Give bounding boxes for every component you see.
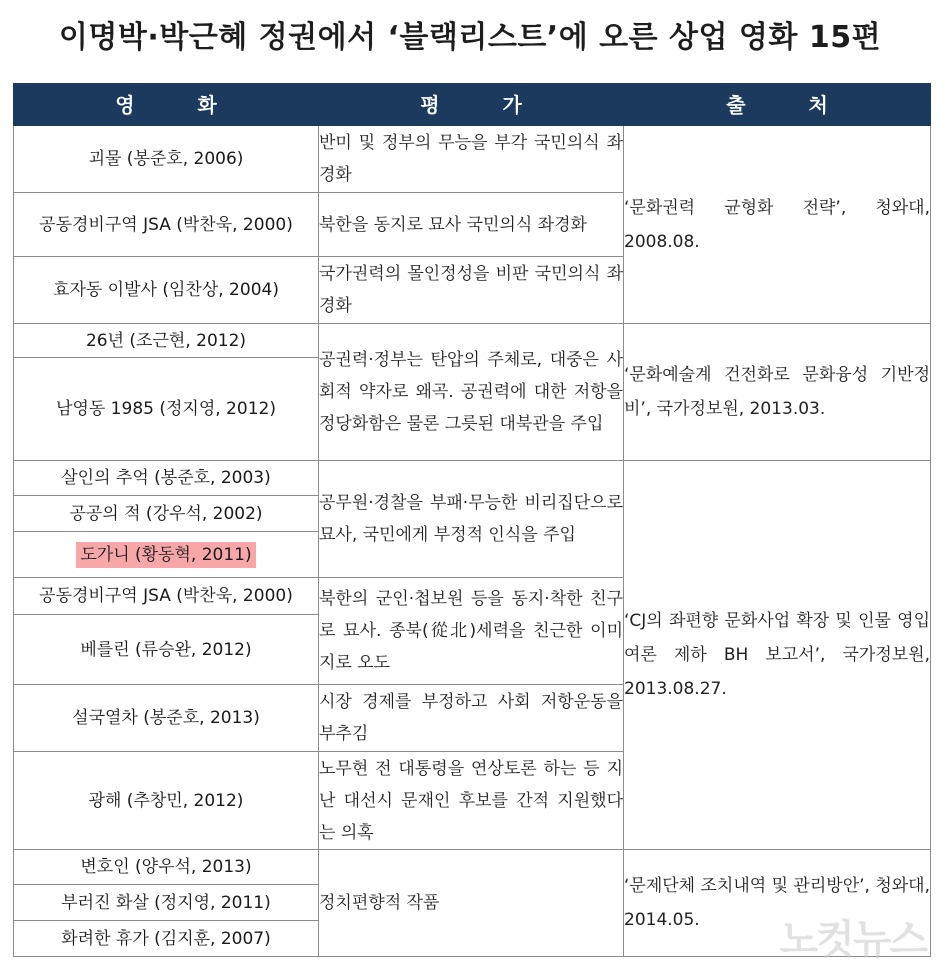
evaluation-cell: 공무원·경찰을 부패·무능한 비리집단으로 묘사, 국민에게 부정적 인식을 주입 <box>319 461 624 578</box>
film-cell: 살인의 추억 (봉준호, 2003) <box>14 461 319 496</box>
evaluation-cell: 공권력·정부는 탄압의 주체로, 대중은 사회적 약자로 왜곡. 공권력에 대한 저항을 정당화함은 물론 그릇된 대북관을 주입 <box>319 324 624 461</box>
header-film: 영 화 <box>14 84 319 126</box>
film-cell: 광해 (추창민, 2012) <box>14 752 319 850</box>
evaluation-cell: 반미 및 정부의 무능을 부각 국민의식 좌경화 <box>319 126 624 193</box>
page-title: 이명박·박근혜 정권에서 ‘블랙리스트’에 오른 상업 영화 15편 <box>58 20 882 55</box>
table-row <box>14 461 931 496</box>
source-text: ‘문제단체 조치내역 및 관리방안’, 청와대, 2014.05. <box>624 876 930 930</box>
blacklist-table <box>13 83 931 957</box>
film-cell: 설국열차 (봉준호, 2013) <box>14 685 319 752</box>
film-cell: 효자동 이발사 (임찬상, 2004) <box>14 257 319 324</box>
film-cell: 화려한 휴가 (김지훈, 2007) <box>14 921 319 957</box>
source-text: ‘문화예술계 건전화로 문화융성 기반정비’, 국가정보원, 2013.03. <box>624 365 930 419</box>
table-header-row <box>14 84 931 126</box>
film-cell: 변호인 (양우석, 2013) <box>14 850 319 885</box>
source-text: ‘문화권력 균형화 전략’, 청와대, 2008.08. <box>624 197 930 252</box>
film-cell: 공동경비구역 JSA (박찬욱, 2000) <box>14 193 319 257</box>
table-row <box>14 324 931 358</box>
source-text: ‘CJ의 좌편향 문화사업 확장 및 인물 영입 여론 제하 BH 보고서’, 국가정보원, 2013.08.27. <box>624 611 930 699</box>
film-cell: 26년 (조근현, 2012) <box>14 324 319 358</box>
source-cell <box>624 126 931 324</box>
highlighted-film: 도가니 (황동혁, 2011) <box>76 542 255 568</box>
film-cell <box>14 532 319 578</box>
evaluation-cell: 국가권력의 몰인정성을 비판 국민의식 좌경화 <box>319 257 624 324</box>
film-cell: 남영동 1985 (정지영, 2012) <box>14 358 319 461</box>
header-evaluation: 평 가 <box>319 84 624 126</box>
film-cell: 공동경비구역 JSA (박찬욱, 2000) <box>14 578 319 615</box>
evaluation-cell: 시장 경제를 부정하고 사회 저항운동을 부추김 <box>319 685 624 752</box>
header-source: 출 처 <box>624 84 931 126</box>
watermark-logo: 노컷뉴스 <box>779 917 926 963</box>
evaluation-cell: 노무현 전 대통령을 연상토론 하는 등 지난 대선시 문재인 후보를 간적 지원했다는 의혹 <box>319 752 624 850</box>
film-cell: 부러진 화살 (정지영, 2011) <box>14 885 319 921</box>
evaluation-cell: 북한을 동지로 묘사 국민의식 좌경화 <box>319 193 624 257</box>
table-row <box>14 126 931 193</box>
evaluation-cell: 정치편향적 작품 <box>319 850 624 957</box>
source-cell <box>624 324 931 461</box>
source-cell <box>624 461 931 850</box>
evaluation-cell: 북한의 군인·첩보원 등을 동지·착한 친구로 묘사. 종북(從北)세력을 친근한 이미지로 오도 <box>319 578 624 685</box>
table-row <box>14 850 931 885</box>
film-cell: 베를린 (류승완, 2012) <box>14 615 319 685</box>
film-cell: 괴물 (봉준호, 2006) <box>14 126 319 193</box>
film-cell: 공공의 적 (강우석, 2002) <box>14 496 319 532</box>
